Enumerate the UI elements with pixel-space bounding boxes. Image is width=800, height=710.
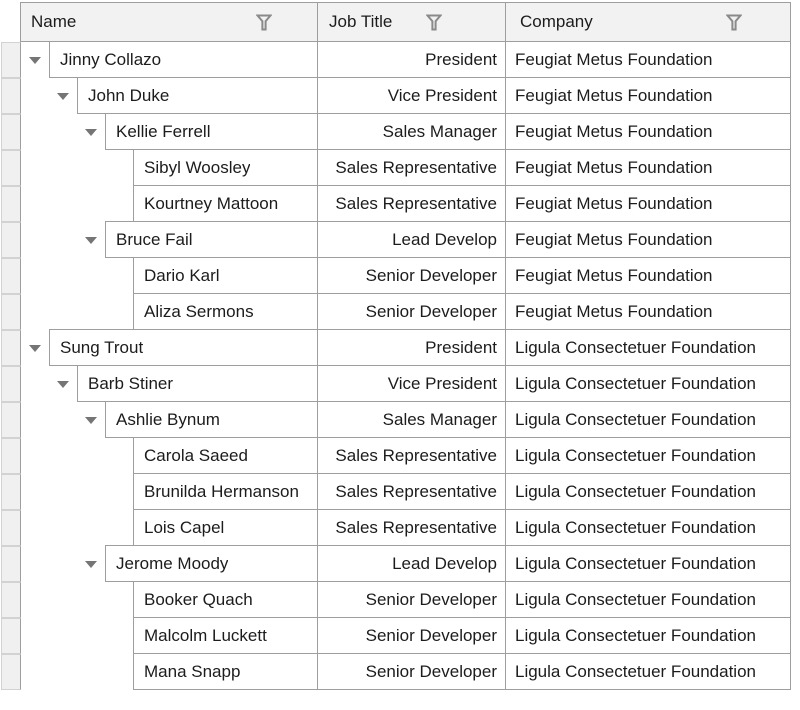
name-cell: Aliza Sermons (144, 302, 254, 321)
treelist (1, 2, 791, 690)
grid-line (317, 582, 318, 618)
collapse-triangle-icon[interactable] (29, 57, 41, 64)
grid-line (105, 114, 106, 150)
filter-icon[interactable] (426, 14, 442, 31)
grid-line (790, 78, 791, 114)
grid-line (505, 438, 506, 474)
name-cell: Brunilda Hermanson (144, 482, 299, 501)
name-cell: Lois Capel (144, 518, 225, 537)
grid-line (790, 42, 791, 78)
row-indicator (1, 438, 21, 474)
company-cell: Ligula Consectetuer Foundation (515, 554, 756, 573)
grid-line (77, 78, 78, 114)
grid-line (317, 474, 318, 510)
grid-line (790, 510, 791, 546)
grid-line (790, 474, 791, 510)
grid-line (317, 294, 318, 330)
collapse-triangle-icon[interactable] (85, 129, 97, 136)
company-cell: Feugiat Metus Foundation (515, 122, 713, 141)
grid-line (317, 618, 318, 654)
grid-line (790, 186, 791, 222)
name-cell: Bruce Fail (116, 230, 193, 249)
grid-line (133, 689, 791, 690)
job-title-cell: Vice President (387, 86, 497, 105)
row-indicator (1, 258, 21, 294)
row-indicator (1, 582, 21, 618)
table-row[interactable] (1, 330, 791, 366)
table-row[interactable] (1, 618, 791, 654)
name-cell: Kourtney Mattoon (144, 194, 279, 213)
company-cell: Ligula Consectetuer Foundation (515, 482, 756, 501)
grid-line (317, 510, 318, 546)
grid-line (317, 654, 318, 690)
grid-line (505, 294, 506, 330)
job-title-cell: President (425, 338, 497, 357)
company-cell: Ligula Consectetuer Foundation (515, 338, 756, 357)
grid-line (49, 42, 50, 78)
grid-line (133, 582, 134, 618)
header-row (1, 2, 791, 42)
grid-line (790, 366, 791, 402)
name-cell: Sibyl Woosley (144, 158, 251, 177)
job-title-cell: Vice President (387, 374, 497, 393)
grid-line (133, 258, 134, 294)
name-cell: Ashlie Bynum (116, 410, 220, 429)
grid-line (133, 618, 134, 654)
row-indicator (1, 222, 21, 258)
grid-line (133, 474, 134, 510)
table-row[interactable] (1, 402, 791, 438)
grid-line (317, 186, 318, 222)
company-cell: Feugiat Metus Foundation (515, 50, 713, 69)
grid-line (505, 654, 506, 690)
grid-line (505, 618, 506, 654)
name-cell: Mana Snapp (144, 662, 241, 681)
grid-line (49, 330, 50, 366)
collapse-triangle-icon[interactable] (85, 417, 97, 424)
grid-line (790, 654, 791, 690)
company-cell: Feugiat Metus Foundation (515, 230, 713, 249)
grid-line (790, 582, 791, 618)
table-row[interactable] (1, 42, 791, 78)
name-cell: Barb Stiner (88, 374, 174, 393)
row-indicator (1, 150, 21, 186)
row-indicator (1, 618, 21, 654)
job-title-cell: Sales Manager (382, 410, 497, 429)
grid-line (317, 114, 318, 150)
row-indicator (1, 546, 21, 582)
job-title-cell: Sales Representative (335, 446, 497, 465)
column-header-company[interactable] (505, 2, 791, 42)
grid-line (790, 438, 791, 474)
name-cell: Malcolm Luckett (144, 626, 267, 645)
grid-line (790, 618, 791, 654)
grid-line (317, 438, 318, 474)
job-title-cell: Senior Developer (365, 302, 497, 321)
company-cell: Feugiat Metus Foundation (515, 86, 713, 105)
job-title-cell: Lead Develop (392, 554, 497, 573)
grid-line (505, 366, 506, 402)
job-title-cell: Senior Developer (365, 266, 497, 285)
grid-line (790, 546, 791, 582)
grid-line (133, 438, 134, 474)
table-row[interactable] (1, 366, 791, 402)
grid-line (317, 258, 318, 294)
grid-line (105, 402, 106, 438)
company-cell: Ligula Consectetuer Foundation (515, 518, 756, 537)
grid-line (790, 258, 791, 294)
row-indicator (1, 654, 21, 690)
job-title-cell: Sales Representative (335, 482, 497, 501)
filter-icon[interactable] (726, 14, 742, 31)
grid-line (317, 546, 318, 582)
grid-line (505, 186, 506, 222)
job-title-cell: President (425, 50, 497, 69)
company-cell: Ligula Consectetuer Foundation (515, 446, 756, 465)
table-row[interactable] (1, 150, 791, 186)
column-title: Job Title (329, 12, 393, 31)
table-row[interactable] (1, 474, 791, 510)
grid-line (317, 222, 318, 258)
grid-line (505, 258, 506, 294)
company-cell: Ligula Consectetuer Foundation (515, 374, 756, 393)
row-indicator (1, 114, 21, 150)
collapse-triangle-icon[interactable] (85, 561, 97, 568)
grid-line (105, 222, 106, 258)
table-row[interactable] (1, 78, 791, 114)
name-cell: John Duke (88, 86, 170, 105)
grid-line (790, 222, 791, 258)
grid-line (505, 546, 506, 582)
company-cell: Feugiat Metus Foundation (515, 158, 713, 177)
grid-line (317, 366, 318, 402)
grid-line (77, 366, 78, 402)
company-cell: Ligula Consectetuer Foundation (515, 590, 756, 609)
grid-line (790, 330, 791, 366)
column-header-job-title[interactable] (317, 2, 505, 42)
table-row[interactable] (1, 114, 791, 150)
row-indicator (1, 186, 21, 222)
grid-line (317, 78, 318, 114)
grid-line (105, 546, 106, 582)
grid-line (790, 150, 791, 186)
table-row[interactable] (1, 546, 791, 582)
grid-line (505, 510, 506, 546)
row-indicator (1, 474, 21, 510)
column-title: Company (520, 12, 593, 31)
collapse-triangle-icon[interactable] (85, 237, 97, 244)
row-indicator (1, 366, 21, 402)
row-indicator (1, 402, 21, 438)
job-title-cell: Sales Representative (335, 194, 497, 213)
company-cell: Ligula Consectetuer Foundation (515, 662, 756, 681)
grid-line (505, 402, 506, 438)
table-row[interactable] (1, 258, 791, 294)
grid-line (133, 654, 134, 690)
grid-line (505, 42, 506, 78)
grid-line (505, 222, 506, 258)
job-title-cell: Sales Representative (335, 518, 497, 537)
name-cell: Booker Quach (144, 590, 253, 609)
grid-line (133, 510, 134, 546)
grid-line (505, 582, 506, 618)
name-cell: Carola Saeed (144, 446, 248, 465)
job-title-cell: Senior Developer (365, 590, 497, 609)
column-title: Name (31, 12, 77, 31)
collapse-triangle-icon[interactable] (57, 381, 69, 388)
grid-line (505, 114, 506, 150)
name-cell: Jerome Moody (116, 554, 229, 573)
grid-line (317, 330, 318, 366)
grid-line (133, 294, 134, 330)
collapse-triangle-icon[interactable] (57, 93, 69, 100)
row-indicator (1, 330, 21, 366)
row-indicator (1, 510, 21, 546)
table-row[interactable] (1, 654, 791, 690)
job-title-cell: Senior Developer (365, 626, 497, 645)
name-cell: Dario Karl (144, 266, 220, 285)
filter-icon[interactable] (256, 14, 272, 31)
name-cell: Sung Trout (60, 338, 144, 357)
table-body (1, 42, 791, 690)
grid-line (317, 42, 318, 78)
grid-line (505, 150, 506, 186)
name-cell: Kellie Ferrell (116, 122, 211, 141)
job-title-cell: Lead Develop (392, 230, 497, 249)
grid-line (790, 294, 791, 330)
table-row[interactable] (1, 186, 791, 222)
job-title-cell: Sales Representative (335, 158, 497, 177)
grid-line (790, 114, 791, 150)
name-cell: Jinny Collazo (60, 50, 162, 69)
grid-line (790, 402, 791, 438)
company-cell: Feugiat Metus Foundation (515, 266, 713, 285)
job-title-cell: Sales Manager (382, 122, 497, 141)
table-row[interactable] (1, 510, 791, 546)
grid-line (317, 402, 318, 438)
grid-line (505, 474, 506, 510)
job-title-cell: Senior Developer (365, 662, 497, 681)
company-cell: Ligula Consectetuer Foundation (515, 410, 756, 429)
grid-line (505, 78, 506, 114)
grid-line (133, 150, 134, 186)
row-indicator (1, 78, 21, 114)
collapse-triangle-icon[interactable] (29, 345, 41, 352)
company-cell: Feugiat Metus Foundation (515, 302, 713, 321)
grid-line (317, 150, 318, 186)
table-row[interactable] (1, 582, 791, 618)
grid-line (505, 330, 506, 366)
grid-line (133, 186, 134, 222)
table-row[interactable] (1, 438, 791, 474)
row-indicator (1, 42, 21, 78)
table-row[interactable] (1, 294, 791, 330)
column-header-name[interactable] (20, 2, 317, 42)
row-indicator (1, 294, 21, 330)
table-row[interactable] (1, 222, 791, 258)
company-cell: Feugiat Metus Foundation (515, 194, 713, 213)
company-cell: Ligula Consectetuer Foundation (515, 626, 756, 645)
